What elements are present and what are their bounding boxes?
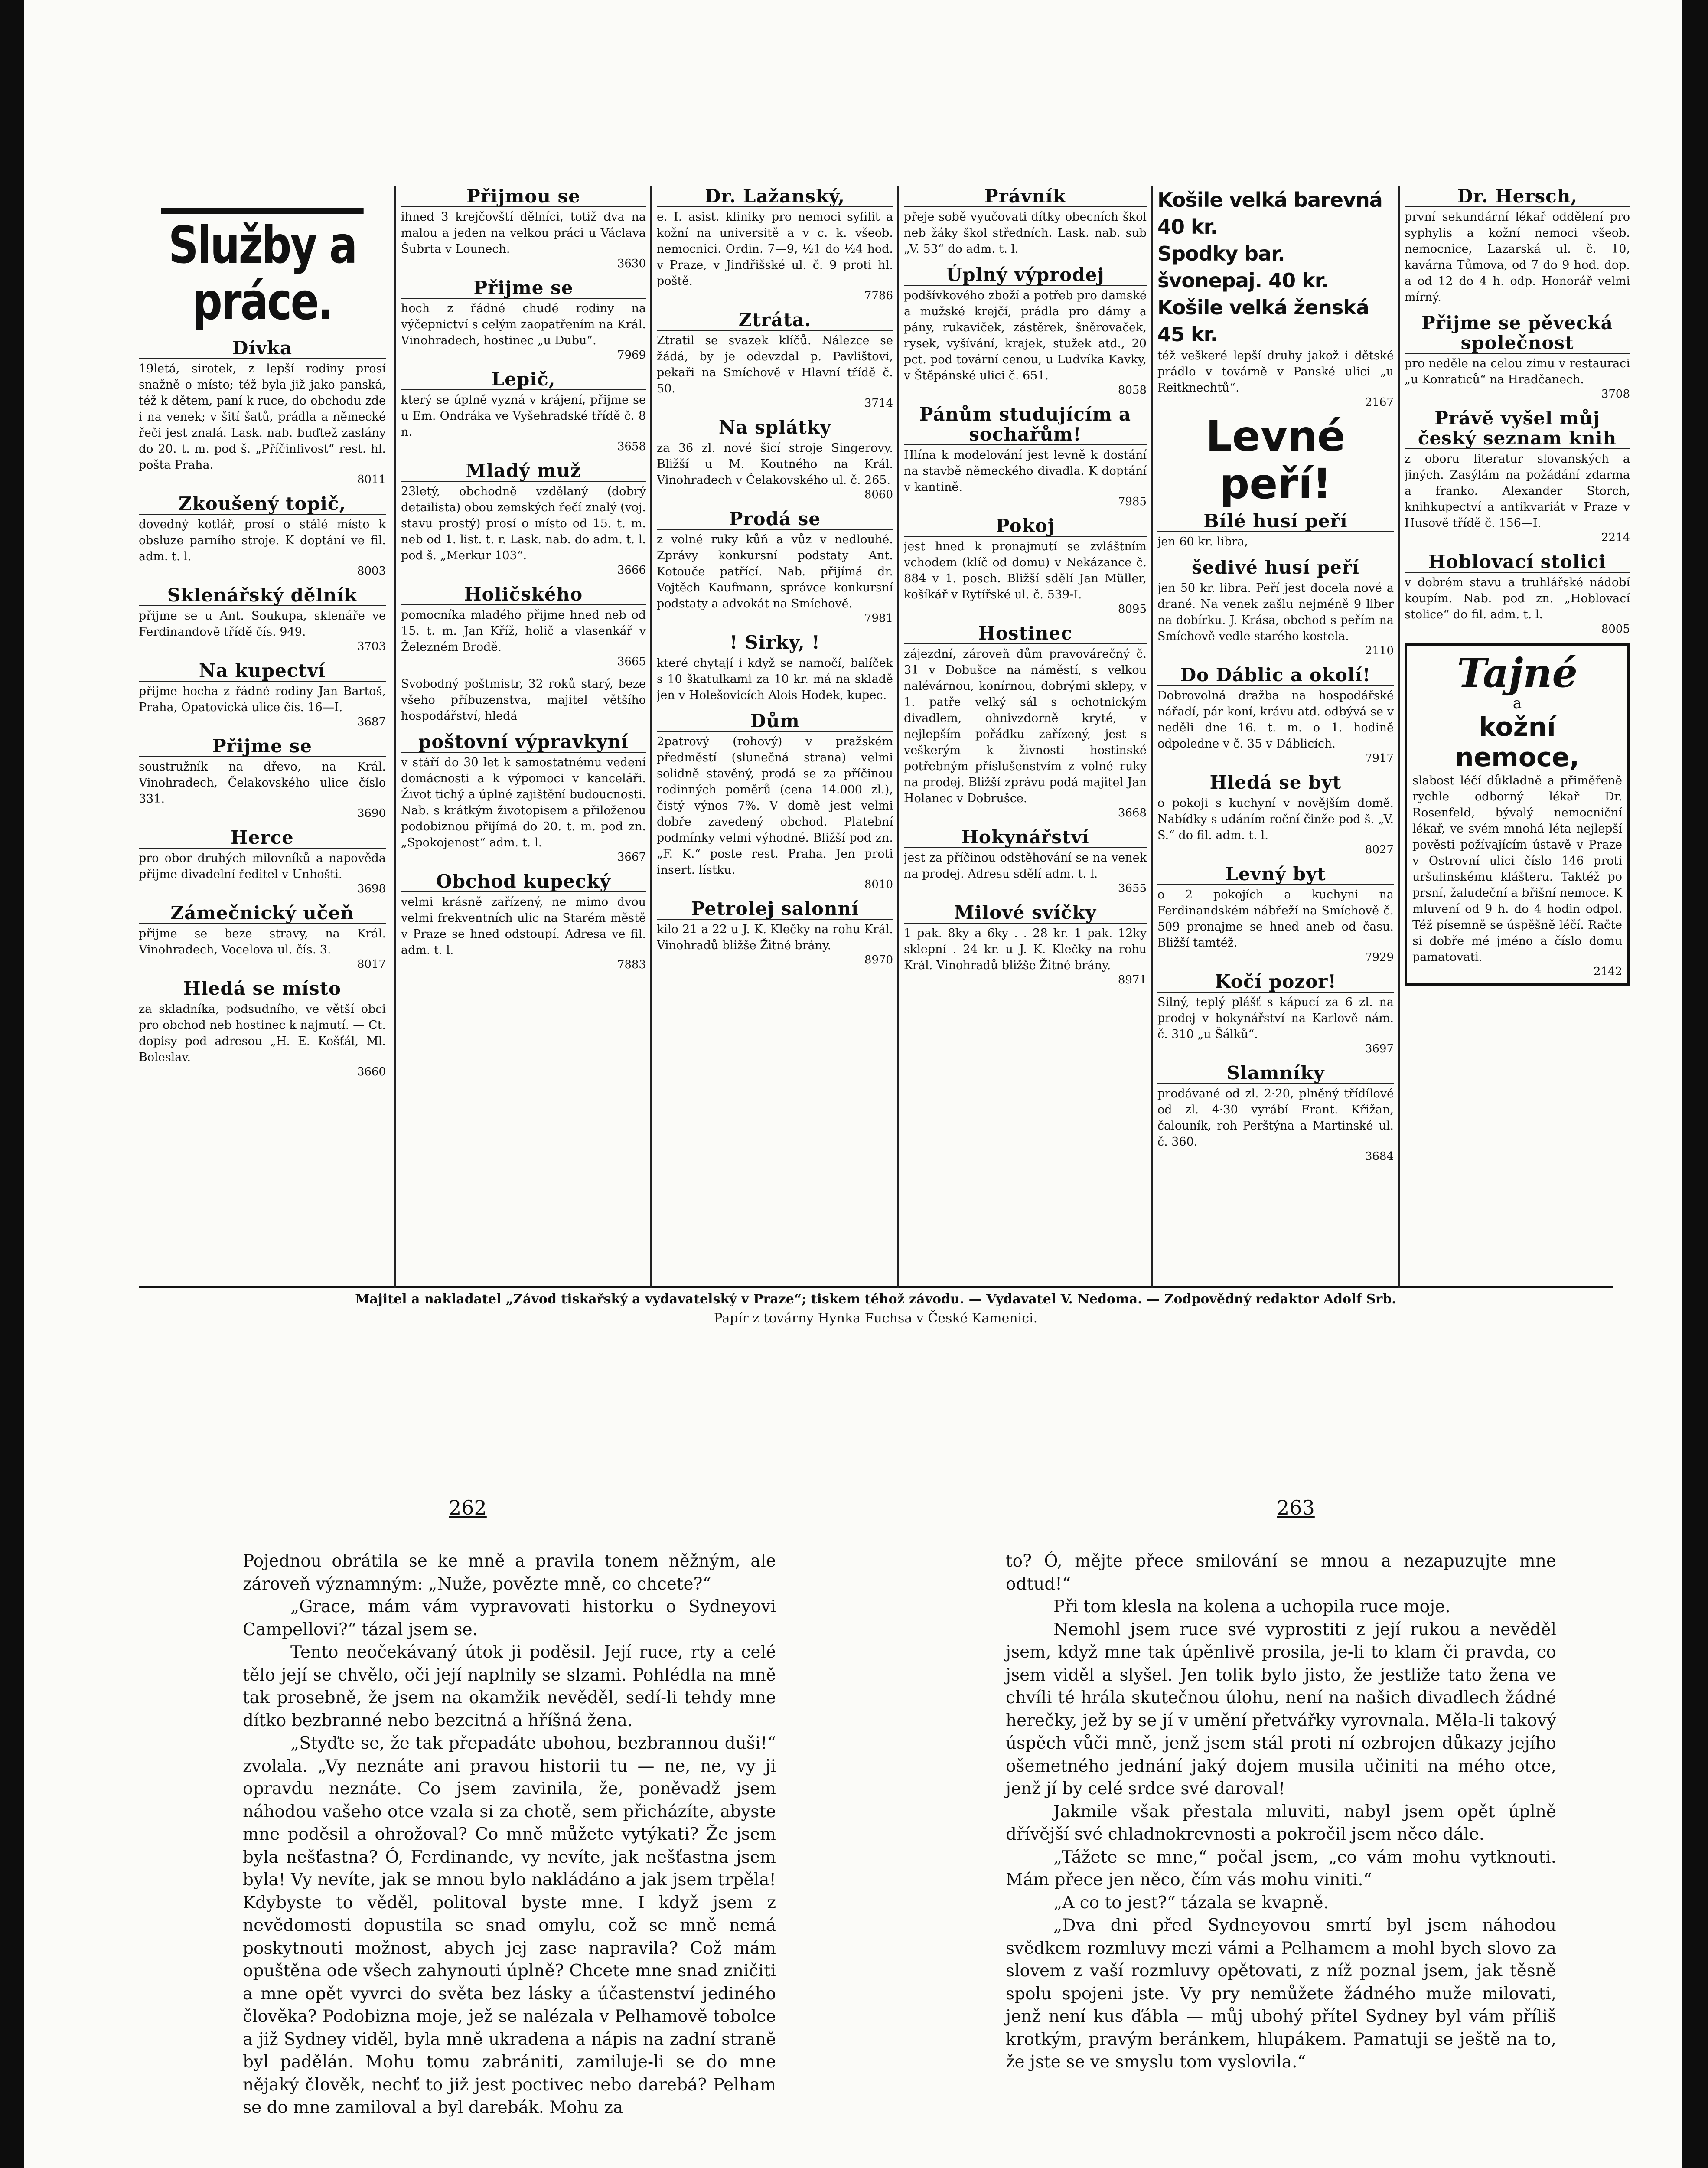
- ad-number: 2142: [1593, 965, 1622, 978]
- classified-ad: [139, 661, 386, 728]
- banner-line: Košile velká barevná 40 kr.: [1157, 188, 1382, 238]
- story-left-column: [243, 1550, 776, 2119]
- ad-number: 3630: [617, 257, 646, 270]
- ad-heading: Levný byt: [1157, 864, 1394, 885]
- ad-text: 19letá, sirotek, z lepší rodiny prosí snažně o místo; též byla již jako panská, též k dětem, paní k ruce, do obchodu zde i na venek; v šití šatů, prádla a německé řeči jest znalá. Lask. nab. buďtež zaslány do 20. t. m. pod š. „Příčinlivost“ rest. hl. pošta Praha.: [139, 362, 386, 472]
- ad-column-6: [1405, 186, 1630, 1262]
- ad-text: z oboru literatur slovanských a jiných. Zasýlám na požádání zdarma a franko. Alexander Storch, knihkupectví a antikvariát v Praze v Husově třídě č. 156—I.: [1405, 452, 1630, 530]
- ad-number: 3660: [357, 1065, 386, 1078]
- page-number-left: 262: [449, 1496, 487, 1519]
- banner-line: Spodky bar. švonepaj. 40 kr.: [1157, 242, 1329, 292]
- ad-text: zájezdní, zároveň dům pravovárečný č. 31 v Dobušce na náměstí, s velkou nalévárnou, konírnou, dobrými sklepy, v 1. patře velký sál s ochotnickým divadlem, ohnivzdorně kryté, v nejlepším pořádku zařízený, jest s veškerým k živnosti hostinské potřebným příslušenstvím z volné ruky na prodej. Bližší zprávu podá majitel Jan Holanec v Dobrušce.: [904, 647, 1147, 805]
- classified-ad: [401, 872, 646, 971]
- classified-ad: [904, 516, 1147, 616]
- story-paragraph: to? Ó, mějte přece smilování se mnou a nezapuzujte mne odtud!“: [1006, 1551, 1556, 1594]
- classified-ad: [904, 624, 1147, 820]
- ad-number: 3684: [1365, 1150, 1394, 1163]
- story-right-column: [1006, 1550, 1556, 2074]
- classified-ad: [401, 461, 646, 577]
- ad-text: Silný, teplý plášť s kápucí za 6 zl. na prodej v hokynářství na Karlově nám. č. 310 „u Šálků“.: [1157, 996, 1394, 1041]
- ad-heading: Hokynářství: [904, 827, 1147, 848]
- ad-number: 3658: [617, 440, 646, 453]
- classified-ad: [1157, 558, 1394, 657]
- ad-heading: Dr. Hersch,: [1405, 186, 1630, 207]
- banner-line: Košile velká ženská 45 kr.: [1157, 296, 1369, 346]
- classified-ad: [657, 633, 893, 703]
- classified-ad: [401, 732, 646, 864]
- section-title: Služby a práce.: [161, 208, 363, 330]
- ad-text: za 36 zl. nové šicí stroje Singerovy. Bližší u M. Koutného na Král. Vinohradech v Čelakovského ul. č. 265.: [657, 441, 893, 487]
- story-paragraph: „Dva dni před Sydneyovou smrtí byl jsem náhodou svědkem rozmluvy mezi vámi a Pelhamem a mohl bych slovo za slovem z vaší rozmluvy opětovati, z níž poznal jsem, jak těsně spolu spojeni jste. Vy pry nemůžete žádného muže milovati, jenž není kus ďábla — můj ubohý přítel Sydney byl vám příliš krotkým, pravým beránkem, hlupákem. Pamatuji se ještě na to, že jste se ve smyslu tom vyslovila.“: [1006, 1916, 1556, 2072]
- classified-ad: [401, 584, 646, 668]
- ad-text: dovedný kotlář, prosí o stálé místo k obsluze parního stroje. K doptání ve fil. adm. t. l.: [139, 518, 386, 563]
- ad-text: hoch z řádné chudé rodiny na výčepnictví s celým zaopatřením na Král. Vinohradech, hostinec „u Dubu“.: [401, 302, 646, 347]
- ad-number: 8971: [1118, 973, 1147, 986]
- story-paragraph: Pojednou obrátila se ke mně a pravila tonem něžným, ale zároveň významným: „Nuže, povězte mně, co chcete?“: [243, 1551, 776, 1594]
- ad-number: 2110: [1365, 644, 1394, 657]
- box-title: Tajné: [1457, 650, 1578, 696]
- ad-heading: Na splátky: [657, 418, 893, 438]
- levne-peri-heading: Levné peří!: [1206, 412, 1346, 508]
- ad-heading: Zámečnický učeň: [139, 903, 386, 924]
- ad-text: jest hned k pronajmutí se zvláštním vchodem (klíč od domu) v Nekázance č. 884 v 1. posch. Bližší sdělí Jan Müller, košíkář v Rytířské ul. č. 539-I.: [904, 540, 1147, 601]
- ad-text: prodávané od zl. 2·20, plněný třídílové od zl. 4·30 vyrábí Frant. Křižan, čalouník, roh Perštýna a Martinské ul. č. 360.: [1157, 1087, 1394, 1149]
- ad-number: 8095: [1118, 603, 1147, 616]
- imprint-footer: [182, 1290, 1569, 1328]
- ad-heading: Hoblovací stolici: [1405, 552, 1630, 573]
- imprint-line: Majitel a nakladatel „Závod tiskařský a vydavatelský v Praze“; tiskem téhož závodu. — Vydavatel V. Nedoma. — Zodpovědný redaktor Adolf Srb.: [355, 1292, 1396, 1307]
- classified-ad: [657, 899, 893, 966]
- classified-ad: [401, 278, 646, 362]
- classified-ad: [1405, 313, 1630, 401]
- ad-heading: Přijme se: [139, 736, 386, 757]
- ad-text: Dobrovolná dražba na hospodářské nářadí, pár koní, krávu atd. odbývá se v neděli dne 16. t. m. o 1. hodině odpoledne v č. 35 v Dáblicích.: [1157, 689, 1394, 751]
- ad-number: 8058: [1118, 384, 1147, 397]
- ad-heading: Hostinec: [904, 624, 1147, 644]
- ad-heading: Právník: [904, 186, 1147, 207]
- ad-number: 7917: [1365, 752, 1394, 765]
- ad-heading: Zkoušený topič,: [139, 494, 386, 515]
- ad-number: 3698: [357, 882, 386, 895]
- ad-text: e. I. asist. kliniky pro nemoci syfilit a kožní na universitě a v c. k. všeob. nemocnici. Ordin. 7—9, ½1 do ½4 hod. v Praze, v Jindřišské ul. č. 9 proti hl. poště.: [657, 210, 893, 288]
- ad-text: 2patrový (rohový) v pražském předměstí (slunečná strana) velmi solidně stavěný, prodá se za příčinou rodinných poměrů (cena 14.000 zl.), čistý výnos 7%. V domě jest velmi dobře zavedený obchod. Platební podmínky velmi výhodné. Bližší pod zn. „F. K.“ poste rest. Praha. Jen proti insert. lístku.: [657, 735, 893, 877]
- ad-number: 8027: [1365, 843, 1394, 856]
- ad-heading: Přijme se: [401, 278, 646, 299]
- ad-heading: Dům: [657, 711, 893, 732]
- ad-text: 23letý, obchodně vzdělaný (dobrý detailista) obou zemských řečí znalý (voj. stavu prostý) prosí o místo od 15. t. m. neb od 1. list. t. r. Lask. nab. do adm. t. l. pod š. „Merkur 103“.: [401, 485, 646, 562]
- classified-ad: [1405, 186, 1630, 305]
- ad-text: pro neděle na celou zimu v restauraci „u Konraticů“ na Hradčanech.: [1405, 357, 1630, 386]
- story-paragraph: Nemohl jsem ruce své vyprostiti z její rukou a nevěděl jsem, když mne tak úpěnlivě prosila, je-li to klam či pravda, co jsem viděl a slyšel. Jen tolik bylo jisto, že jestliže tato žena ve chvíli té hrála skutečnou úlohu, není na našich divadlech žádné herečky, jež by se jí v umění přetvářky vyrovnala. Měla-li takový úspěch vůči mně, jenž jsem stál proti ní ozbrojen důkazy jejího ošemetného jednání jaký dojem musila učiniti na mého otce, jenž jí by celé srdce své daroval!: [1006, 1619, 1556, 1799]
- ad-heading: Pokoj: [904, 516, 1147, 537]
- scan-border-right: [1682, 0, 1708, 2168]
- ad-number: 7786: [864, 289, 893, 302]
- ad-heading: šedivé husí peří: [1157, 558, 1394, 578]
- ad-heading: Petrolej salonní: [657, 899, 893, 920]
- ad-text: ihned 3 krejčovští dělníci, totiž dva na malou a jeden na velkou práci u Václava Šubrta v Lounech.: [401, 210, 646, 256]
- ad-number: 7981: [864, 612, 893, 625]
- ad-number: 7883: [617, 958, 646, 971]
- classified-ad: [657, 186, 893, 302]
- ad-number: 3667: [617, 851, 646, 864]
- ad-text: pomocníka mladého přijme hned neb od 15. t. m. Jan Kříž, holič a vlasenkář v Železném Brodě.: [401, 608, 646, 654]
- ad-text: přijme se beze stravy, na Král. Vinohradech, Vocelova ul. čís. 3.: [139, 927, 386, 957]
- story-paragraph: „Grace, mám vám vypravovati historku o Sydneyovi Campellovi?“ tázal jsem se.: [243, 1597, 776, 1639]
- classified-ad: [904, 827, 1147, 895]
- ad-heading: ! Sirky, !: [657, 633, 893, 653]
- classified-ad: [401, 676, 646, 724]
- ad-number: 3714: [864, 397, 893, 410]
- ad-number: 3665: [617, 655, 646, 668]
- ad-heading: Milové svíčky: [904, 903, 1147, 924]
- ad-heading: Pánům studujícím a sochařům!: [904, 405, 1147, 445]
- ad-number: 2167: [1365, 396, 1394, 409]
- classified-ad: [657, 310, 893, 410]
- classified-ad: [1157, 773, 1394, 856]
- story-paragraph: Tento neočekávaný útok ji poděsil. Její ruce, rty a celé tělo její se chvělo, oči její naplnily se slzami. Pohlédla na mně tak prosebně, že jsem na okamžik nevěděl, sedí-li tehdy mne dítko bezbranné nebo bezcitná a hříšná žena.: [243, 1642, 776, 1730]
- ad-column-5: [1157, 186, 1394, 1262]
- ad-text: přijme se u Ant. Soukupa, sklenáře ve Ferdinandově třídě čís. 949.: [139, 609, 386, 639]
- ad-heading: Obchod kupecký: [401, 872, 646, 892]
- classified-ad: [139, 338, 386, 486]
- ad-text: jen 60 kr. libra,: [1157, 535, 1248, 549]
- ad-text: Hlína k modelování jest levně k dostání na stavbě německého divadla. K doptání v kantině.: [904, 448, 1147, 494]
- ad-text: první sekundární lékař oddělení pro syphylis a kožní nemoci všeob. nemocnice, Lazarská ul. č. 10, kavárna Tůmova, od 7 do 9 hod. dop. a od 12 do 4 h. odp. Honorář velmi mírný.: [1405, 210, 1630, 304]
- ad-column-3: [657, 186, 893, 1262]
- ad-heading: Slamníky: [1157, 1063, 1394, 1084]
- ad-number: 3703: [357, 640, 386, 653]
- ad-text: přijme hocha z řádné rodiny Jan Bartoš, Praha, Opatovická ulice čís. 16—I.: [139, 685, 386, 714]
- column-divider: [1398, 186, 1400, 1288]
- ad-text: soustružník na dřevo, na Král. Vinohradech, Čelakovského ulice číslo 331.: [139, 760, 386, 806]
- classified-ad: [139, 979, 386, 1078]
- column-divider: [650, 186, 652, 1288]
- box-text: slabost léčí důkladně a přiměřeně rychle odborný lékař Dr. Rosenfeld, bývalý nemocniční lékař, ve svém mnohá léta nejlepší pověsti požívajícím ústavě v Praze v Ostrovní ulici číslo 146 proti uršulinskému klášteru. Taktéž po prsní, žaludeční a břišní nemoce. K mluvení od 9 h. do 4 hodin odpol. Též písemně se úspěšně léčí. Račte si dobře mé jméno a číslo domu pamatovati.: [1412, 774, 1622, 964]
- ad-text: za skladníka, podsudního, ve větší obci pro obchod neb hostinec k najmutí. — Ct. dopisy pod adresou „H. E. Košťál, Ml. Boleslav.: [139, 1002, 386, 1064]
- ad-heading: Hledá se místo: [139, 979, 386, 999]
- box-subtitle: kožní nemoce,: [1455, 712, 1580, 773]
- ad-text: kilo 21 a 22 u J. K. Klečky na rohu Král. Vinohradů bližše Žitné brány.: [657, 923, 893, 952]
- ad-number: 3690: [357, 807, 386, 820]
- ad-heading: Herce: [139, 828, 386, 849]
- ad-number: 3655: [1118, 882, 1147, 895]
- ad-text: přeje sobě vyučovati dítky obecních škol neb žáky škol středních. Lask. nab. sub „V. 53“ do adm. t. l.: [904, 210, 1147, 256]
- ad-number: 3668: [1118, 806, 1147, 820]
- classified-ad: [1157, 665, 1394, 765]
- classified-ad: [139, 903, 386, 971]
- classified-ad: [139, 494, 386, 578]
- box-connector: a: [1512, 695, 1522, 712]
- ad-heading: Lepič,: [401, 369, 646, 390]
- column-divider: [897, 186, 899, 1288]
- column-divider: [1151, 186, 1153, 1288]
- ad-heading: Mladý muž: [401, 461, 646, 482]
- ad-number: 8011: [357, 473, 386, 486]
- classified-ad: [657, 418, 893, 501]
- tajne-nemoce-ad: [1405, 643, 1630, 986]
- ad-number: 3708: [1601, 388, 1630, 401]
- classified-ad: [139, 736, 386, 820]
- ad-heading: Bílé husí peří: [1157, 511, 1394, 532]
- story-paragraph: „A co to jest?“ tázala se kvapně.: [1053, 1893, 1329, 1913]
- ad-text: které chytají i když se namočí, balíček s 10 škatulkami za 10 kr. má na skladě jen v Holešovicích Alois Hodek, kupec.: [657, 656, 893, 702]
- ad-number: 2214: [1601, 531, 1630, 544]
- classified-ad: [1405, 408, 1630, 544]
- ad-text: z volné ruky kůň a vůz v nedlouhé. Zprávy konkursní podstaty Ant. Kotouče patřící. Nab. přijímá dr. Vojtěch Kaufmann, správce konkursní podstaty a advokát na Smíchově.: [657, 533, 893, 611]
- ad-number: 8005: [1601, 623, 1630, 636]
- classified-ad: [401, 186, 646, 270]
- ad-heading: Holičského: [401, 584, 646, 605]
- classified-ads: [139, 186, 1630, 1288]
- ad-text: podšívkového zboží a potřeb pro damské a mužské krejčí, prádla pro dámy a pány, rukaviček, zástěrek, šněrovaček, rysek, vyšívání, krajek, stužek atd., 20 pct. pod tovární cenou, u Ludvíka Kavky, v Štěpánské ulici č. 651.: [904, 289, 1147, 382]
- classified-ad: [904, 405, 1147, 508]
- ad-text: o pokoji s kuchyní v novějším domě. Nabídky s udáním roční činže pod š. „V. S.“ do fil. adm. t. l.: [1157, 797, 1394, 842]
- classified-ad: [139, 585, 386, 653]
- ad-heading: Dívka: [139, 338, 386, 359]
- classified-ad: [904, 903, 1147, 986]
- ad-heading: Dr. Lažanský,: [657, 186, 893, 207]
- ad-heading: Hledá se byt: [1157, 773, 1394, 793]
- story-paragraph: Při tom klesla na kolena a uchopila ruce moje.: [1053, 1597, 1450, 1616]
- classified-ad: [904, 186, 1147, 257]
- ad-heading: Úplný výprodej: [904, 265, 1147, 286]
- ad-heading: Ztráta.: [657, 310, 893, 331]
- ad-text: pro obor druhých milovníků a napověda přijme divadelní ředitel v Unhošti.: [139, 852, 386, 881]
- ad-heading: Prodá se: [657, 509, 893, 530]
- scan-border-left: [0, 0, 24, 2168]
- story-paragraph: „Tážete se mne,“ počal jsem, „co vám mohu vytknouti. Mám přece jen něco, čím vás mohu viniti.“: [1006, 1847, 1556, 1890]
- ad-text: v dobrém stavu a truhlářské nádobí koupím. Nab. pod zn. „Hoblovací stolice“ do fil. adm. t. l.: [1405, 576, 1630, 621]
- ad-column-2: [401, 186, 646, 1262]
- classified-ad: [1157, 864, 1394, 964]
- ad-number: 3666: [617, 564, 646, 577]
- ad-column-4: [904, 186, 1147, 1262]
- ad-heading: Přijme se pěvecká společnost: [1405, 313, 1630, 354]
- ad-heading: Do Dáblic a okolí!: [1157, 665, 1394, 686]
- imprint-line: Papír z továrny Hynka Fuchsa v České Kamenici.: [714, 1311, 1038, 1326]
- ad-number: 7985: [1118, 495, 1147, 508]
- ad-text: 1 pak. 8ky a 6ky . . 28 kr. 1 pak. 12ky sklepní . 24 kr. u J. K. Klečky na rohu Král. Vinohradů bližše Žitné brány.: [904, 927, 1147, 972]
- story-paragraph: Jakmile však přestala mluviti, nabyl jsem opět úplně dřívější své chladnokrevnosti a pokročil jsem něco dále.: [1006, 1802, 1556, 1844]
- ad-number: 8003: [357, 565, 386, 578]
- ad-text: o 2 pokojích a kuchyni na Ferdinandském nábřeží na Smíchově č. 509 pronajme se hned aneb od času. Bližší tamtéž.: [1157, 888, 1394, 950]
- ad-text: v stáří do 30 let k samostatnému vedení domácnosti a k výpomoci v kanceláři. Život tichý a úplné zajištění budoucnosti. Nab. s krátkým životopisem a přiloženou podobiznou přijímá do 20. t. m. pod zn. „Spokojenost“ adm. t. l.: [401, 756, 646, 849]
- classified-ad: [657, 509, 893, 625]
- column-divider: [394, 186, 396, 1288]
- ad-number: 3697: [1365, 1042, 1394, 1055]
- classified-ad: [1157, 972, 1394, 1055]
- ad-text: jen 50 kr. libra. Peří jest docela nové a drané. Na venek zašlu nejméně 9 liber na dobírku. J. Krása, obchod s peřím na Smíchově vedle starého kostela.: [1157, 581, 1394, 643]
- ad-number: 8010: [864, 878, 893, 891]
- ad-heading: poštovní výpravkyní: [401, 732, 646, 753]
- story-paragraph: „Styďte se, že tak přepadáte ubohou, bezbrannou duši!“ zvolala. „Vy neznáte ani pravou historii tu — ne, ne, vy ji opravdu neznáte. Co jsem zavinila, že, poněvadž jsem náhodou vašeho otce vzala si za chotě, sem přicházíte, abyste mne poděsil a ohrožoval? Co mně můžete vytýkati? Že jsem byla nešťastna? Ó, Ferdinande, vy nevíte, jak nešťastna jsem byla! Vy nevíte, jak se mnou bylo nakládáno a jak jsem trpěla! Kdybyste to věděl, politoval byste mne. I když jsem z nevědomosti dopustila se snad omylu, což se mně nemá poskytnouti možnost, abych jej zase napravila? Což mám opuštěna ode všech zahynouti úplně? Chcete mne snad zničiti a mne opět vyvrci do světa bez lásky a účastenství jediného člověka? Podobizna moje, jež se nalézala v Pelhamově tobolce a již Sydney viděl, byla mně ukradena a nápis na zadní straně byl padělán. Mohu tomu zabrániti, zamiluje-li se do mne nějaký člověk, nechť to již jest poctivec nebo darebá? Pelham se do mne zamiloval a byl darebák. Mohu za: [243, 1734, 776, 2117]
- ad-text: Svobodný poštmistr, 32 roků starý, beze všeho příbuzenstva, majitel většího hospodářství, hledá: [401, 677, 646, 723]
- ad-heading: Kočí pozor!: [1157, 972, 1394, 993]
- classified-ad: [1157, 511, 1394, 550]
- ad-heading: Na kupectví: [139, 661, 386, 682]
- ad-heading: Právě vyšel můj český seznam knih: [1405, 408, 1630, 449]
- ad-text: Ztratil se svazek klíčů. Nálezce se žádá, by je odevzdal p. Pavlištovi, pekaři na Smíchově v Hlavní třídě č. 50.: [657, 334, 893, 395]
- ad-number: 7929: [1365, 951, 1394, 964]
- banner-text: též veškeré lepší druhy jakož i dětské prádlo v továrně v Panské ulici „u Reitknechtů“.: [1157, 349, 1394, 395]
- ad-text: velmi krásně zařízený, ne mimo dvou velmi frekventních ulic na Starém městě v Praze se hned odstoupí. Adresa ve fil. adm. t. l.: [401, 895, 646, 957]
- ad-number: 3687: [357, 715, 386, 728]
- page-number-right: 263: [1277, 1496, 1315, 1519]
- ad-heading: Přijmou se: [401, 186, 646, 207]
- classified-ad: [139, 828, 386, 895]
- ad-number: 8017: [357, 958, 386, 971]
- classified-ad: [1157, 1063, 1394, 1163]
- classified-ad: [657, 711, 893, 891]
- classified-ad: [904, 265, 1147, 397]
- ad-number: 8970: [864, 953, 893, 966]
- ad-number: 7969: [617, 349, 646, 362]
- ad-number: 8060: [864, 488, 893, 501]
- ad-column-1: [139, 186, 386, 1262]
- ad-text: který se úplně vyzná v krájení, přijme se u Em. Ondráka ve Vyšehradské třídě č. 8 n.: [401, 393, 646, 439]
- classified-ad: [1405, 552, 1630, 636]
- classified-ad: [401, 369, 646, 453]
- ad-heading: Sklenářský dělník: [139, 585, 386, 606]
- ad-text: jest za příčinou odstěhování se na venek na prodej. Adresu sdělí adm. t. l.: [904, 851, 1147, 881]
